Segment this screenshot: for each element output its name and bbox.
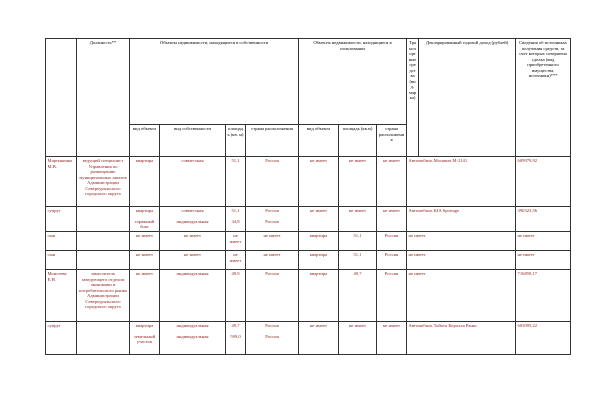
cell-obj-type [130,207,160,232]
table-body [46,157,571,355]
cell-area-line: 51,1 [231,208,240,213]
cell-position [77,232,130,251]
cell-transport: Автомобиль Москвич М-2141 [407,157,516,207]
cell-ownership [160,232,226,251]
cell-used-type: квартира [299,270,339,322]
cell-position [77,207,130,232]
cell-transport: Автомобиль Тойота Королла Ранкс [407,322,516,355]
cell-ownership [160,322,226,355]
cell-income: не имеет [516,251,571,270]
cell-country-line: не имеет [263,233,281,238]
cell-used-country: Россия [377,270,407,322]
cell-used-country: Россия [377,232,407,251]
cell-ownership [160,207,226,232]
header-income: Декларированный годовой доход (рублей) [419,39,516,157]
cell-obj-type-line: не имеет [135,252,154,257]
cell-transport: не имеет [407,270,516,322]
cell-obj-type-line: не имеет [135,271,154,276]
cell-ownership-line: совместная [181,158,204,163]
cell-used-area: не имеет [339,322,377,355]
cell-ownership-line: совместная [181,208,204,213]
cell-ownership-line: не имеет [183,233,202,238]
subheader-country: страна расположения [246,125,299,157]
cell-name: супруг [46,207,77,232]
cell-name: сын [46,232,77,251]
cell-income: 609979,92 [516,157,571,207]
cell-country [246,322,299,355]
cell-country-line: не имеет [263,252,281,257]
cell-position [77,251,130,270]
subheader-used-type: вид объекта [299,125,339,157]
cell-obj-type [130,157,160,207]
cell-area [226,251,246,270]
cell-country [246,251,299,270]
cell-area-line: не имеет [229,252,242,263]
cell-area [226,270,246,322]
cell-area-line: 34,8 [231,218,240,224]
cell-ownership [160,270,226,322]
table-row [46,270,571,322]
table-row [46,207,571,232]
cell-used-area: не имеет [339,207,377,232]
table-row [46,251,571,270]
cell-obj-type-line: земельный участок [133,333,156,344]
cell-ownership-line: индивидуальная [176,323,209,328]
cell-obj-type [130,232,160,251]
cell-used-type: квартира [299,251,339,270]
cell-country-line: Россия [265,208,279,213]
subheader-ownership-type: вид собственности [160,125,226,157]
cell-country-line: Россия [265,158,279,163]
cell-name: Моисеева Е.Н. [46,270,77,322]
subheader-obj-type: вид объекта [130,125,160,157]
cell-used-type: не имеет [299,157,339,207]
cell-area-line: 51,1 [231,158,240,163]
subheader-used-area: площадь (кв.м) [339,125,377,157]
subheader-used-country: страна расположения [377,125,407,157]
cell-used-type: не имеет [299,207,339,232]
cell-transport: не имеет [407,232,516,251]
cell-obj-type-line: квартира [135,323,154,328]
cell-transport: Автомобиль KIA Sportage [407,207,516,232]
subheader-area: площадь (кв. м) [226,125,246,157]
cell-area-line: 49,7 [231,323,240,328]
table-row [46,232,571,251]
cell-obj-type [130,270,160,322]
cell-used-area: 51,1 [339,251,377,270]
table-row [46,322,571,355]
header-sources: Сведения об источниках получения средств, за счет которых совершена сделка (вид приобретенного имущества, источники)*** [516,39,571,157]
cell-used-country: не имеет [377,207,407,232]
cell-country-line: Россия [265,333,279,339]
cell-obj-type-line: квартира [135,208,154,213]
cell-area-line: 599,0 [230,333,241,339]
cell-income: 603095,22 [516,322,571,355]
cell-position: заместитель заведующего отделом экономики и потребительского рынка Администрации Североуральского городского округа [77,270,130,322]
cell-position [77,322,130,355]
cell-ownership [160,251,226,270]
cell-ownership-line: индивидуальная [176,271,209,276]
cell-obj-type [130,251,160,270]
cell-country [246,207,299,232]
cell-income: 716859,17 [516,270,571,322]
cell-obj-type-line: квартира [135,158,154,163]
cell-income: 390323,56 [516,207,571,232]
cell-name: супруг [46,322,77,355]
cell-income: не имеет [516,232,571,251]
cell-used-area: не имеет [339,157,377,207]
cell-obj-type-line: не имеет [135,233,154,238]
cell-transport: не имеет [407,251,516,270]
cell-area-line: 49,9 [231,271,240,276]
cell-used-country: не имеет [377,157,407,207]
cell-used-country: не имеет [377,322,407,355]
cell-area [226,232,246,251]
declaration-table [45,38,571,355]
cell-used-area: 49,7 [339,270,377,322]
cell-obj-type [130,322,160,355]
cell-ownership-line: индивидуальная [176,333,209,339]
cell-name: Мартыненко М.В. [46,157,77,207]
cell-area [226,322,246,355]
cell-ownership-line: индивидуальная [176,218,209,224]
header-position: Должность** [77,39,130,157]
cell-used-country: Россия [377,251,407,270]
cell-country-line: Россия [265,271,279,276]
cell-country [246,270,299,322]
header-owned-objects: Объекты недвижимости, находящиеся в собственности [130,39,299,125]
cell-area [226,207,246,232]
cell-name: сын [46,251,77,270]
table-header [46,39,571,157]
cell-used-type: квартира [299,232,339,251]
cell-country-line: Россия [265,323,279,328]
cell-used-type: не имеет [299,322,339,355]
cell-ownership-line: не имеет [183,252,202,257]
table-row [46,157,571,207]
cell-obj-type-line: гаражный бокс [134,218,155,229]
header-name-cell [46,39,77,157]
cell-ownership [160,157,226,207]
cell-position: ведущий специалист Управления по размещению муниципальных заказов Администрации Североуральского городского округа [77,157,130,207]
cell-country-line: Россия [265,218,279,224]
cell-area [226,157,246,207]
cell-area-line: не имеет [229,233,242,244]
cell-country [246,157,299,207]
cell-used-area: 51,1 [339,232,377,251]
header-used-objects: Объекты недвижимости, находящиеся в пользовании [299,39,407,125]
header-transport: Транспортные средства (вид, марка) [407,39,419,157]
cell-country [246,232,299,251]
